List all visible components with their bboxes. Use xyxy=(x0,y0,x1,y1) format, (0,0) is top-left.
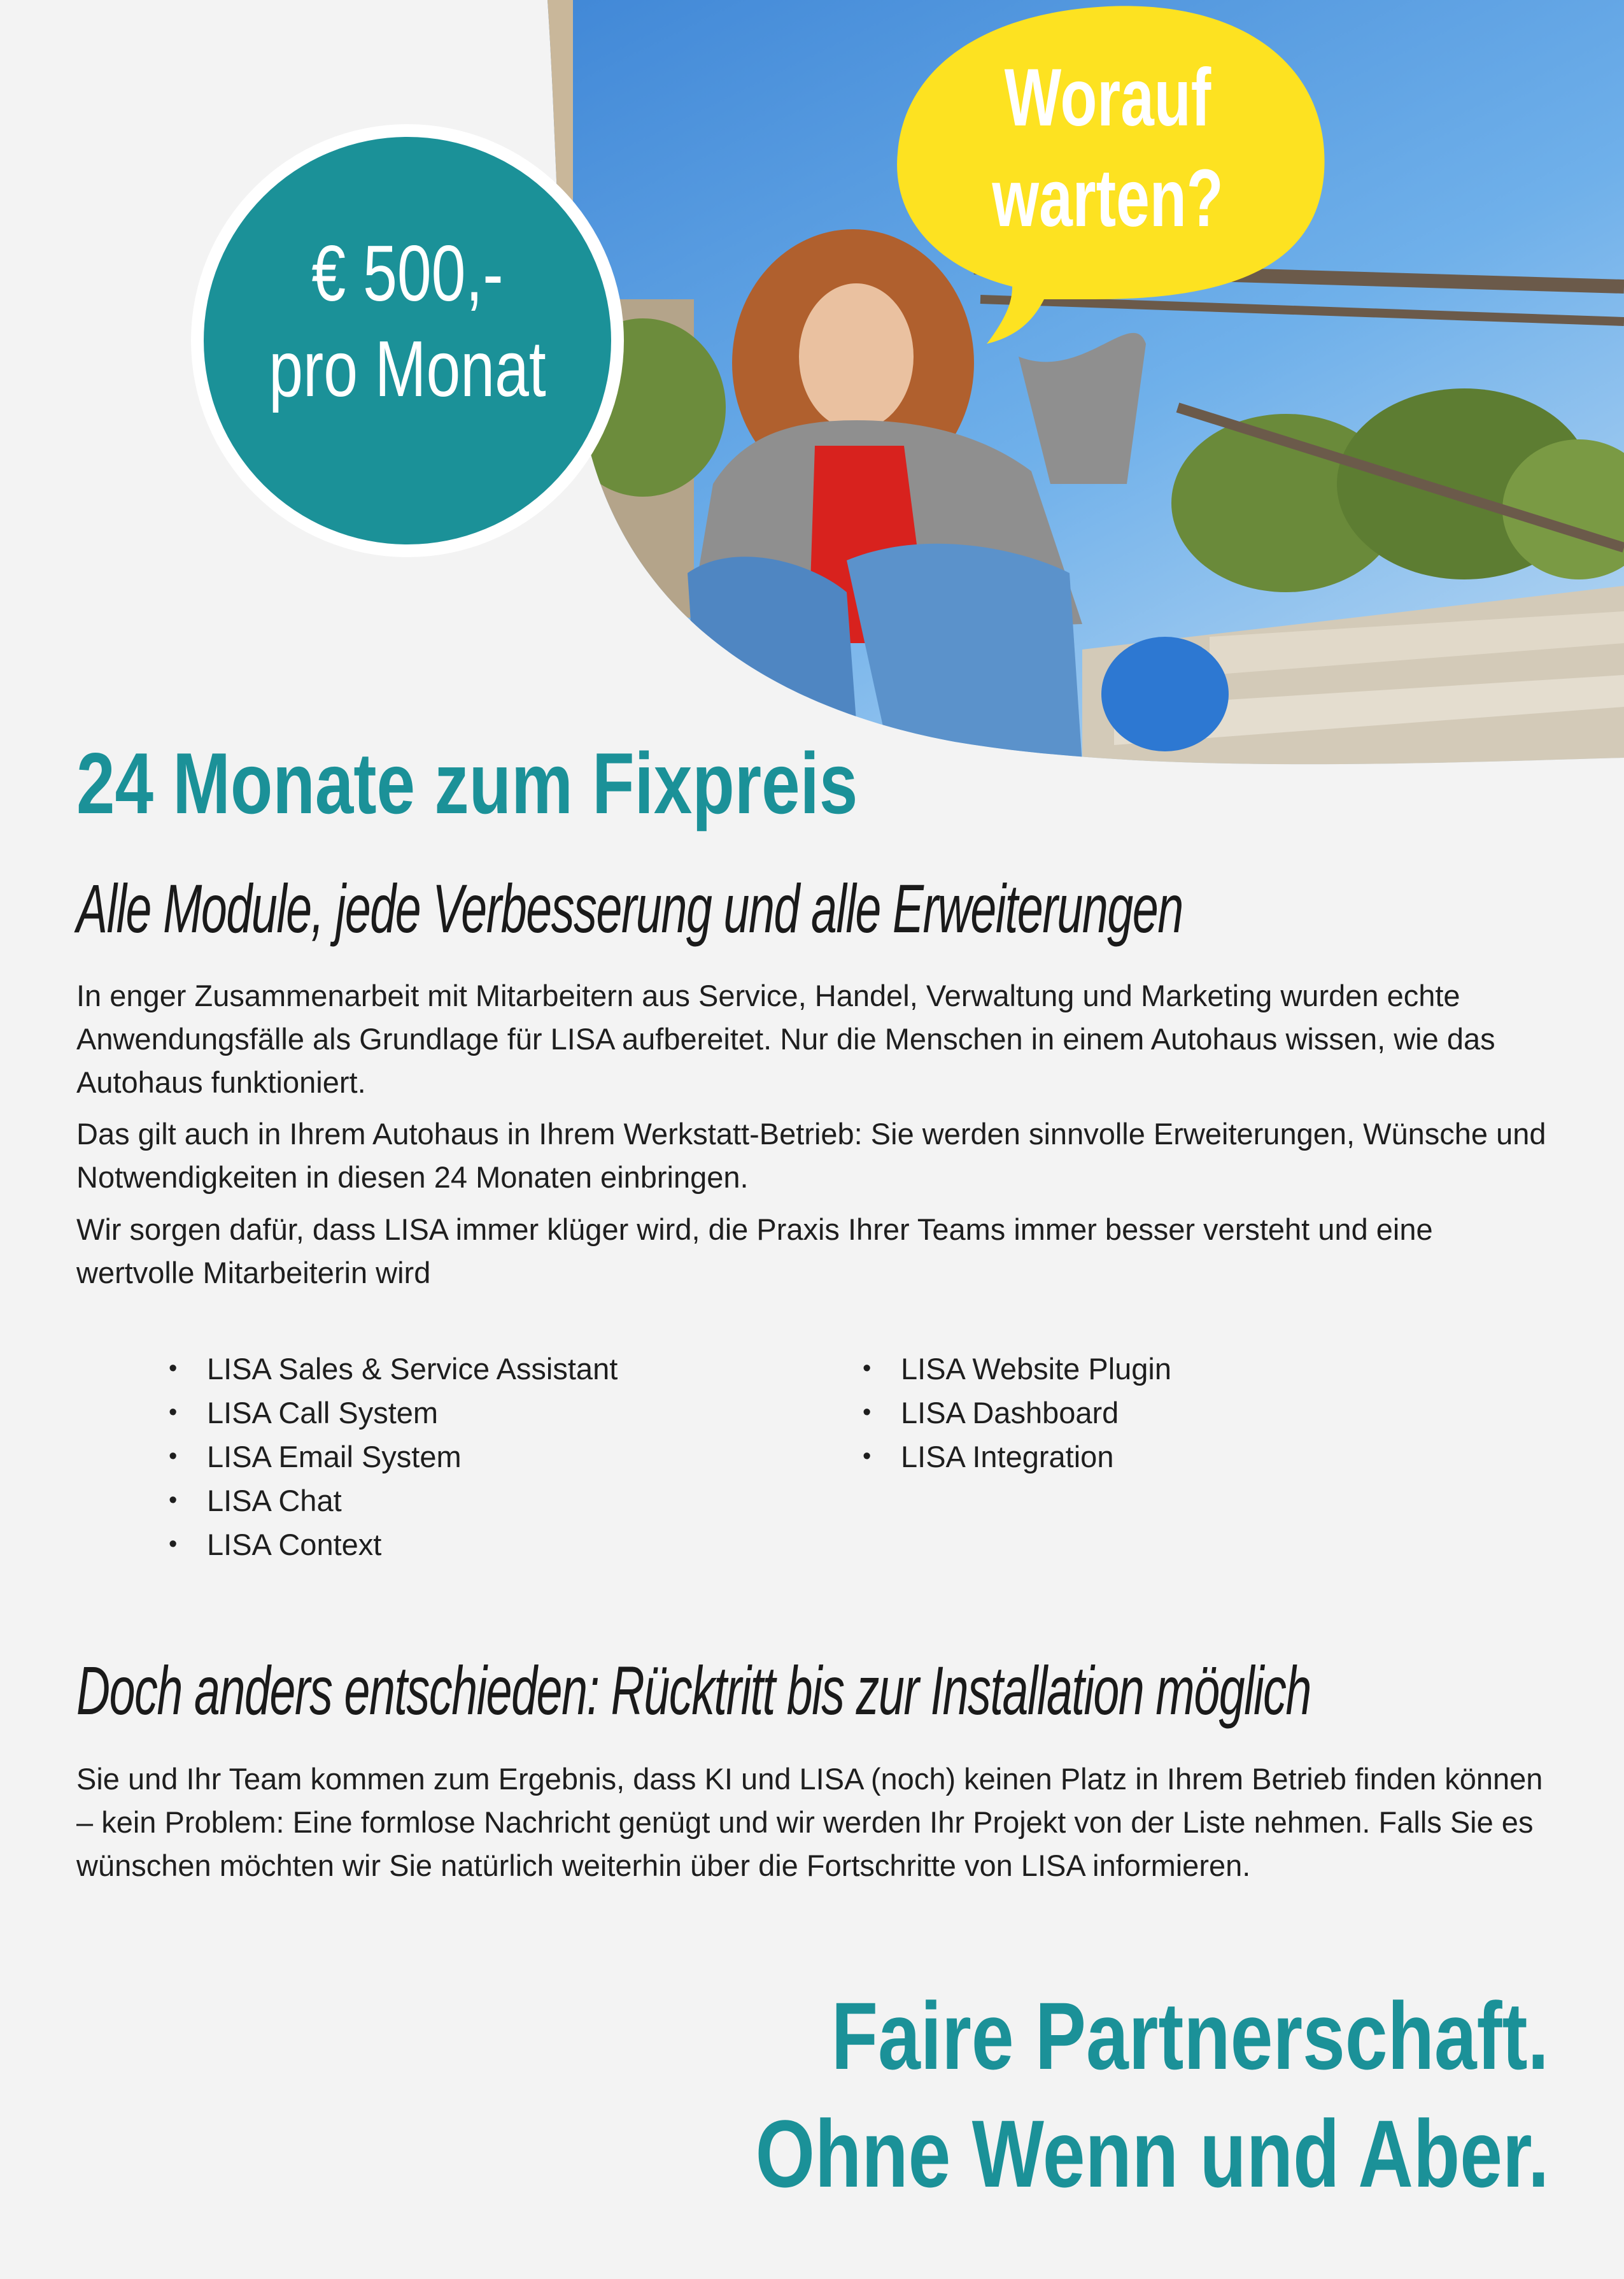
list-item: • LISA Sales & Service Assistant xyxy=(169,1352,618,1386)
list-item: • LISA Context xyxy=(169,1528,382,1561)
price-period: pro Monat xyxy=(269,325,546,413)
price-badge xyxy=(248,226,566,417)
paragraph-improvement: Wir sorgen dafür, dass LISA immer klüger wird, die Praxis Ihrer Teams immer besser versteht und eine wertvolle Mitarbeiterin wird xyxy=(76,1212,1433,1289)
list-item: • LISA Integration xyxy=(863,1440,1114,1473)
slogan-line-1: Faire Partnerschaft. xyxy=(831,1982,1549,2089)
price-amount: € 500,- xyxy=(311,230,504,318)
module-list-right xyxy=(863,1347,1171,1479)
main-heading: 24 Monate zum Fixpreis xyxy=(76,735,858,832)
list-item: • LISA Website Plugin xyxy=(863,1352,1171,1386)
bubble-line-1: Worauf xyxy=(1004,52,1211,143)
subheading-withdrawal: Doch anders entschieden: Rücktritt bis zur Installation möglich xyxy=(76,1652,1311,1729)
speech-bubble xyxy=(957,48,1259,249)
list-item: • LISA Call System xyxy=(169,1396,439,1430)
hero-image xyxy=(0,0,1624,802)
slogan-line-2: Ohne Wenn und Aber. xyxy=(755,2100,1549,2207)
list-item: • LISA Chat xyxy=(169,1484,342,1517)
paragraph-withdrawal: Sie und Ihr Team kommen zum Ergebnis, dass KI und LISA (noch) keinen Platz in Ihrem Betrieb finden können – kein Problem: Eine formlose Nachricht genügt und wir werden Ihr Projekt von der Liste nehmen. Falls Sie es wünschen möchten wir Sie natürlich weiterhin über die Fortschritte von LISA informieren. xyxy=(76,1762,1543,1882)
subheading-modules: Alle Module, jede Verbesserung und alle Erweiterungen xyxy=(76,870,1183,947)
paragraph-workshop: Das gilt auch in Ihrem Autohaus in Ihrem Werkstatt-Betrieb: Sie werden sinnvolle Erweiterungen, Wünsche und Notwendigkeiten in diesen 24 Monaten einbringen. xyxy=(76,1117,1546,1194)
list-item: • LISA Dashboard xyxy=(863,1396,1119,1430)
module-list-left xyxy=(169,1347,618,1566)
list-item: • LISA Email System xyxy=(169,1440,462,1473)
paragraph-intro: In enger Zusammenarbeit mit Mitarbeitern aus Service, Handel, Verwaltung und Marketing wurden echte Anwendungsfälle als Grundlage für LISA aufbereitet. Nur die Menschen in einem Autohaus wissen, wie das Autohaus funktioniert. xyxy=(76,979,1495,1099)
bubble-line-2: warten? xyxy=(992,153,1224,244)
